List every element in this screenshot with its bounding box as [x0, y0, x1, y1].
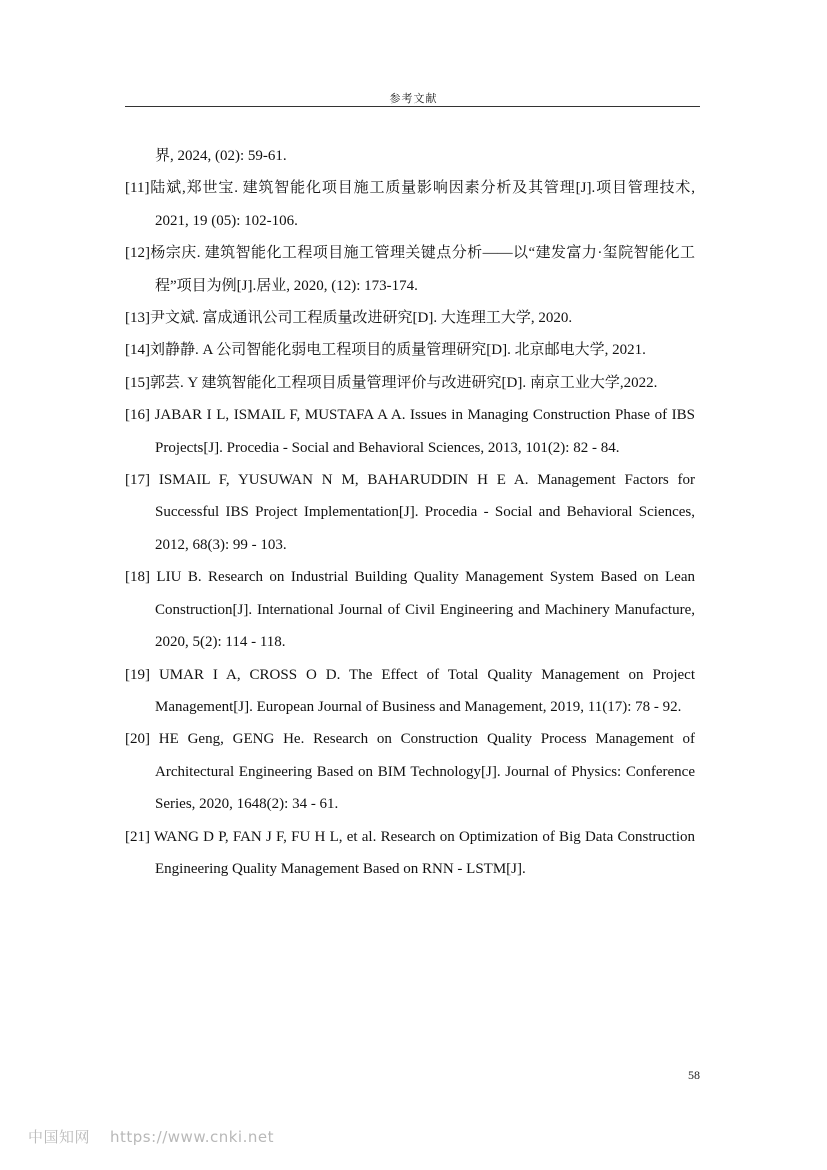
watermark-url: https://www.cnki.net	[110, 1128, 274, 1146]
reference-item-18: [18] LIU B. Research on Industrial Building Quality Management System Based on Lean Construction[J]. International Journal of Civil Engineering and Machinery Manufacture, 2020, 5(2): 114 - 118.	[125, 569, 695, 651]
reference-item-16: [16] JABAR I L, ISMAIL F, MUSTAFA A A. Issues in Managing Construction Phase of IBS Projects[J]. Procedia - Social and Behavioral Sciences, 2013, 101(2): 82 - 84.	[125, 407, 695, 456]
reference-continuation: 界, 2024, (02): 59-61.	[155, 148, 287, 164]
page-number: 58	[688, 1068, 700, 1082]
reference-item-11: [11]陆斌,郑世宝. 建筑智能化项目施工质量影响因素分析及其管理[J].项目管理技术, 2021, 19 (05): 102-106.	[125, 180, 695, 229]
cnki-watermark	[28, 1126, 294, 1147]
watermark-brand: 中国知网	[28, 1128, 91, 1146]
reference-item-19: [19] UMAR I A, CROSS O D. The Effect of Total Quality Management on Project Management[J]. European Journal of Business and Management, 2019, 11(17): 78 - 92.	[125, 666, 695, 715]
header-divider	[125, 106, 700, 107]
reference-item-17: [17] ISMAIL F, YUSUWAN N M, BAHARUDDIN H E A. Management Factors for Successful IBS Project Implementation[J]. Procedia - Social and Behavioral Sciences, 2012, 68(3): 99 - 103.	[125, 472, 695, 553]
reference-item-12: [12]杨宗庆. 建筑智能化工程项目施工管理关键点分析——以“建发富力·玺院智能化工程”项目为例[J].居业, 2020, (12): 173-174.	[125, 245, 695, 294]
reference-item-15: [15]郭芸. Y 建筑智能化工程项目质量管理评价与改进研究[D]. 南京工业大学,2022.	[125, 374, 658, 391]
page-header-title: 参考文献	[389, 93, 438, 105]
reference-item-13: [13]尹文斌. 富成通讯公司工程质量改进研究[D]. 大连理工大学, 2020.	[125, 310, 573, 327]
reference-item-21: [21] WANG D P, FAN J F, FU H L, et al. Research on Optimization of Big Data Construction Engineering Quality Management Based on RNN - LSTM[J].	[125, 828, 695, 877]
reference-item-20: [20] HE Geng, GENG He. Research on Construction Quality Process Management of Architectural Engineering Based on BIM Technology[J]. Journal of Physics: Conference Series, 2020, 1648(2): 34 - 61.	[125, 731, 695, 813]
reference-item-14: [14]刘静静. A 公司智能化弱电工程项目的质量管理研究[D]. 北京邮电大学, 2021.	[125, 342, 646, 359]
reference-list	[125, 140, 695, 885]
